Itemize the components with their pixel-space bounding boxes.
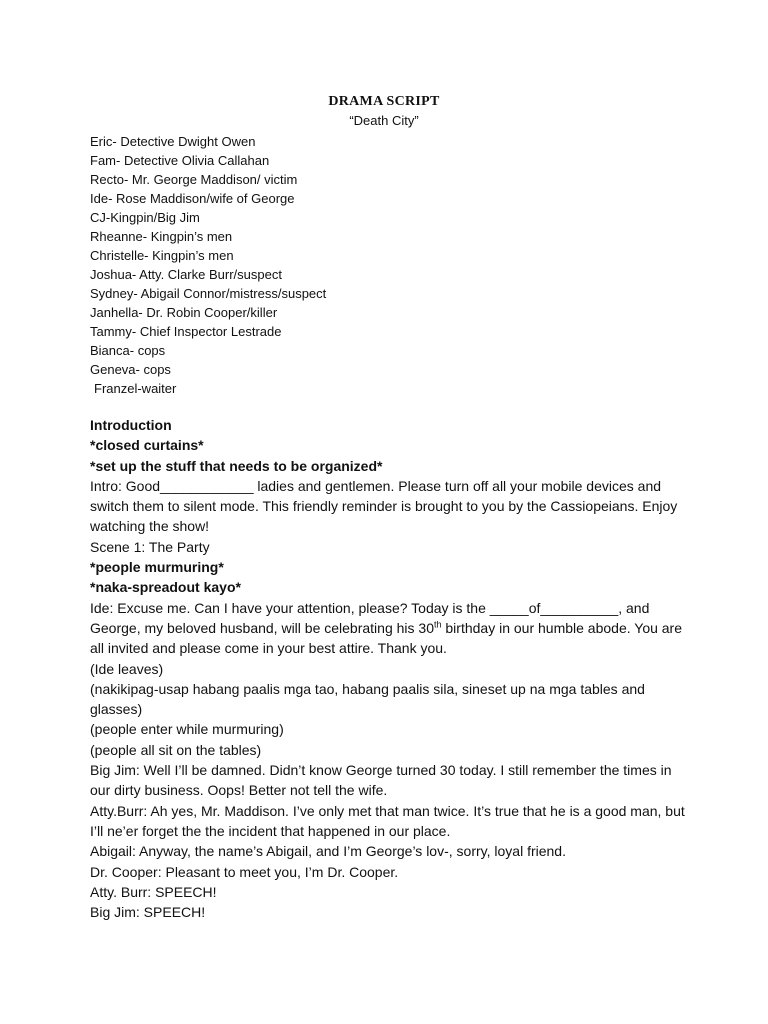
section-heading: Introduction <box>90 417 172 433</box>
cast-item: Tammy- Chief Inspector Lestrade <box>90 324 282 339</box>
scene-heading: Scene 1: The Party <box>90 538 210 555</box>
cast-list <box>90 132 326 398</box>
dialogue-line: Atty.Burr: Ah yes, Mr. Maddison. I’ve only met that man twice. It’s true that he is a good man, but I’ll ne’er forget the the incident that happened in our place. <box>90 802 685 839</box>
stage-direction: (Ide leaves) <box>90 660 164 677</box>
cast-item: Ide- Rose Maddison/wife of George <box>90 191 295 206</box>
dialogue-text: birthday in our humble abode. You are all invited and please come in your best attire. Thank you. <box>90 619 683 657</box>
cast-item: Franzel-waiter <box>94 381 177 396</box>
dialogue-line: Dr. Cooper: Pleasant to meet you, I’m Dr. Cooper. <box>90 863 399 880</box>
stage-direction: *people murmuring* <box>90 559 224 576</box>
cast-item: Christelle- Kingpin’s men <box>90 248 234 263</box>
dialogue-line: Intro: Good____________ ladies and gentlemen. Please turn off all your mobile devices and switch them to silent mode. This friendly reminder is brought to you by the Cassiopeians. Enjoy watching the show! <box>90 477 678 535</box>
cast-item: Sydney- Abigail Connor/mistress/suspect <box>90 286 327 301</box>
stage-direction: *naka-spreadout kayo* <box>90 579 241 596</box>
document-subtitle: “Death City” <box>349 113 419 128</box>
cast-item: Rheanne- Kingpin’s men <box>90 229 233 244</box>
cast-item: Bianca- cops <box>90 343 166 358</box>
dialogue-line: Atty. Burr: SPEECH! <box>90 883 217 900</box>
cast-item: CJ-Kingpin/Big Jim <box>90 210 200 225</box>
script-body <box>90 415 690 922</box>
stage-direction: (people all sit on the tables) <box>90 741 262 758</box>
dialogue-line: Big Jim: Well I’ll be damned. Didn’t know George turned 30 today. I still remember the times in our dirty business. Oops! Better not tell the wife. <box>90 762 672 799</box>
stage-direction: (people enter while murmuring) <box>90 721 284 738</box>
dialogue-line: Big Jim: SPEECH! <box>90 904 206 921</box>
dialogue-text: Ide: Excuse me. Can I have your attention, please? Today is the _____of__________, and George, my beloved husband, will be celebrating his 30 <box>90 599 650 636</box>
document-title: DRAMA SCRIPT <box>328 94 440 109</box>
cast-item: Janhella- Dr. Robin Cooper/killer <box>90 305 278 320</box>
stage-direction: (nakikipag-usap habang paalis mga tao, habang paalis sila, sineset up na mga tables and glasses) <box>90 680 645 718</box>
cast-item: Joshua- Atty. Clarke Burr/suspect <box>90 267 282 282</box>
stage-direction: *closed curtains* <box>90 437 204 454</box>
cast-item: Eric- Detective Dwight Owen <box>90 134 256 149</box>
dialogue-line <box>90 598 690 659</box>
cast-item: Geneva- cops <box>90 362 171 377</box>
ordinal-suffix: th <box>433 619 442 630</box>
cast-item: Recto- Mr. George Maddison/ victim <box>90 172 298 187</box>
cast-item: Fam- Detective Olivia Callahan <box>90 153 270 168</box>
dialogue-line: Abigail: Anyway, the name’s Abigail, and I’m George’s lov-, sorry, loyal friend. <box>90 843 566 860</box>
stage-direction: *set up the stuff that needs to be organized* <box>90 457 383 474</box>
